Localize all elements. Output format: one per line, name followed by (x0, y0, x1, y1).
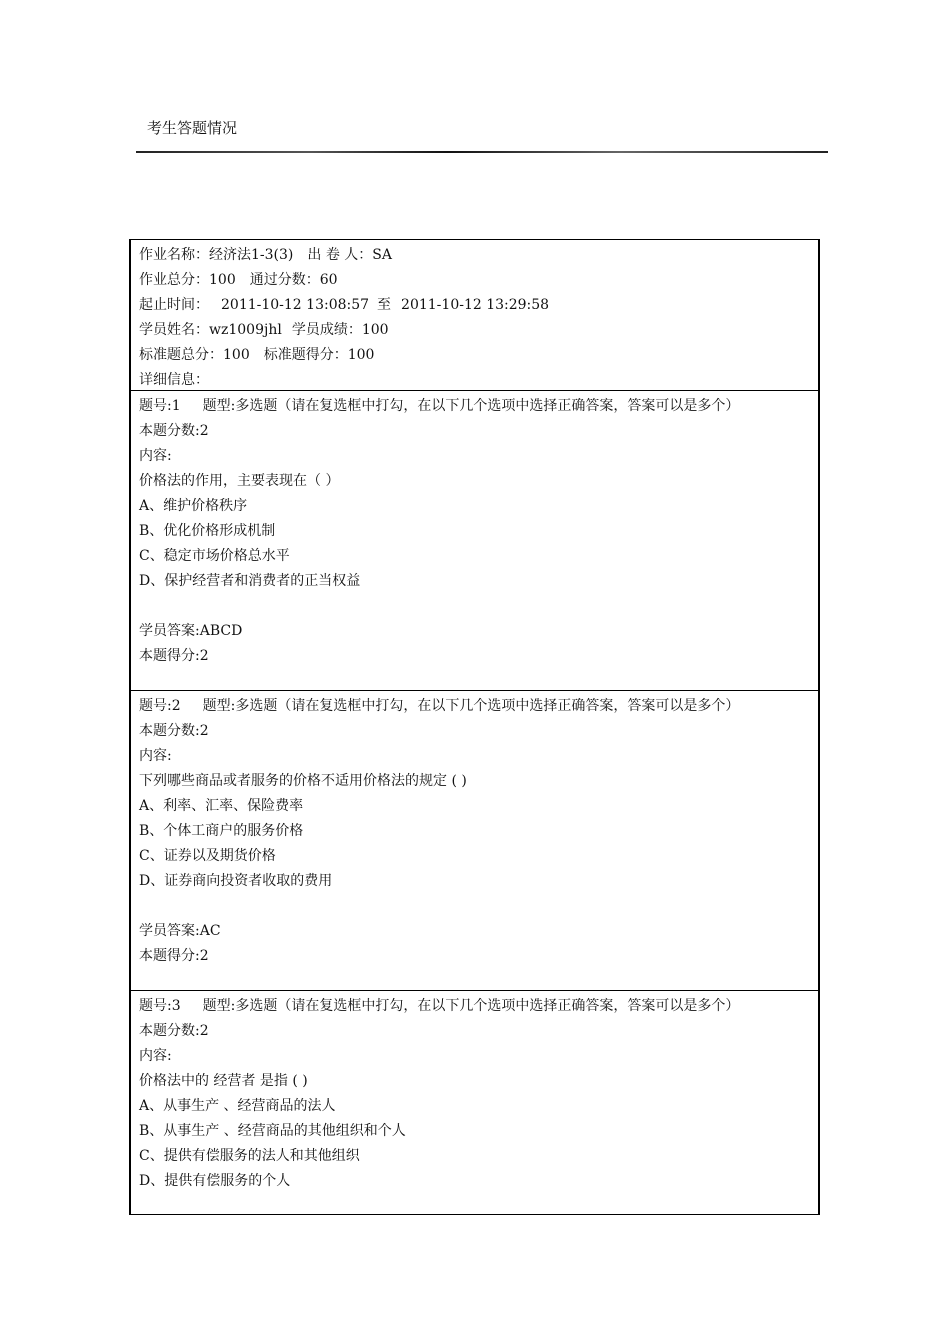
option-a: A、维护价格秩序 (139, 498, 248, 514)
option-b: B、从事生产 、经营商品的其他组织和个人 (139, 1123, 406, 1139)
total-score: 100 (209, 272, 236, 288)
total-label: 作业总分： (139, 272, 209, 288)
homework-info (131, 240, 818, 391)
setter: SA (372, 247, 392, 263)
std-score-label: 标准题得分： (263, 347, 348, 363)
content-label: 内容: (139, 748, 172, 764)
question-points: 本题分数:2 (139, 423, 209, 439)
homework-name: 经济法1-3(3) (209, 247, 294, 263)
question-points: 本题分数:2 (139, 723, 209, 739)
student-answer: 学员答案:ABCD (139, 623, 243, 639)
result-sheet (129, 239, 820, 1215)
question-stem: 下列哪些商品或者服务的价格不适用价格法的规定 ( ) (139, 773, 467, 789)
score-label: 学员成绩： (291, 322, 362, 338)
student-answer: 学员答案:AC (139, 923, 221, 939)
pass-label: 通过分数： (249, 272, 320, 288)
title-divider (136, 151, 828, 153)
info-line-standard (139, 343, 818, 368)
question-number: 题号:2 (139, 698, 181, 714)
time-separator: 至 (377, 297, 392, 313)
option-d: D、提供有偿服务的个人 (139, 1173, 291, 1189)
student-name: wz1009jhl (209, 322, 282, 338)
std-total: 100 (223, 347, 250, 363)
option-b: B、优化价格形成机制 (139, 523, 276, 539)
question-block (131, 691, 818, 991)
info-line-time (139, 293, 818, 318)
question-header (139, 994, 818, 1019)
question-number: 题号:3 (139, 998, 181, 1014)
option-c: C、稳定市场价格总水平 (139, 548, 290, 564)
page-title: 考生答题情况 (147, 119, 238, 137)
question-stem: 价格法中的 经营者 是指 ( ) (139, 1073, 308, 1089)
question-points: 本题分数:2 (139, 1023, 209, 1039)
info-line-name (139, 243, 818, 268)
student-label: 学员姓名： (139, 322, 209, 338)
question-header (139, 694, 818, 719)
question-type: 题型:多选题（请在复选框中打勾，在以下几个选项中选择正确答案，答案可以是多个） (202, 398, 740, 414)
option-a: A、利率、汇率、保险费率 (139, 798, 304, 814)
earned-points: 本题得分:2 (139, 648, 209, 664)
question-block (131, 991, 818, 1215)
info-line-student (139, 318, 818, 343)
option-a: A、从事生产 、经营商品的法人 (139, 1098, 336, 1114)
content-label: 内容: (139, 448, 172, 464)
pass-score: 60 (319, 272, 338, 288)
start-time: 2011-10-12 13:08:57 (221, 297, 370, 313)
question-header (139, 394, 818, 419)
question-type: 题型:多选题（请在复选框中打勾，在以下几个选项中选择正确答案，答案可以是多个） (202, 998, 740, 1014)
info-line-total (139, 268, 818, 293)
option-c: C、提供有偿服务的法人和其他组织 (139, 1148, 360, 1164)
std-total-label: 标准题总分： (139, 347, 223, 363)
option-d: D、证券商向投资者收取的费用 (139, 873, 333, 889)
time-label: 起止时间： (139, 297, 209, 313)
option-d: D、保护经营者和消费者的正当权益 (139, 573, 361, 589)
end-time: 2011-10-12 13:29:58 (401, 297, 550, 313)
student-score: 100 (361, 322, 389, 338)
detail-label: 详细信息： (139, 372, 209, 388)
question-stem: 价格法的作用，主要表现在（ ） (139, 473, 340, 489)
question-block (131, 391, 818, 691)
content-label: 内容: (139, 1048, 172, 1064)
earned-points: 本题得分:2 (139, 948, 209, 964)
question-number: 题号:1 (139, 398, 181, 414)
option-b: B、个体工商户的服务价格 (139, 823, 304, 839)
homework-name-label: 作业名称： (139, 247, 209, 263)
question-type: 题型:多选题（请在复选框中打勾，在以下几个选项中选择正确答案，答案可以是多个） (202, 698, 740, 714)
std-score: 100 (347, 347, 375, 363)
setter-label: 出 卷 人： (307, 247, 373, 263)
option-c: C、证券以及期货价格 (139, 848, 276, 864)
